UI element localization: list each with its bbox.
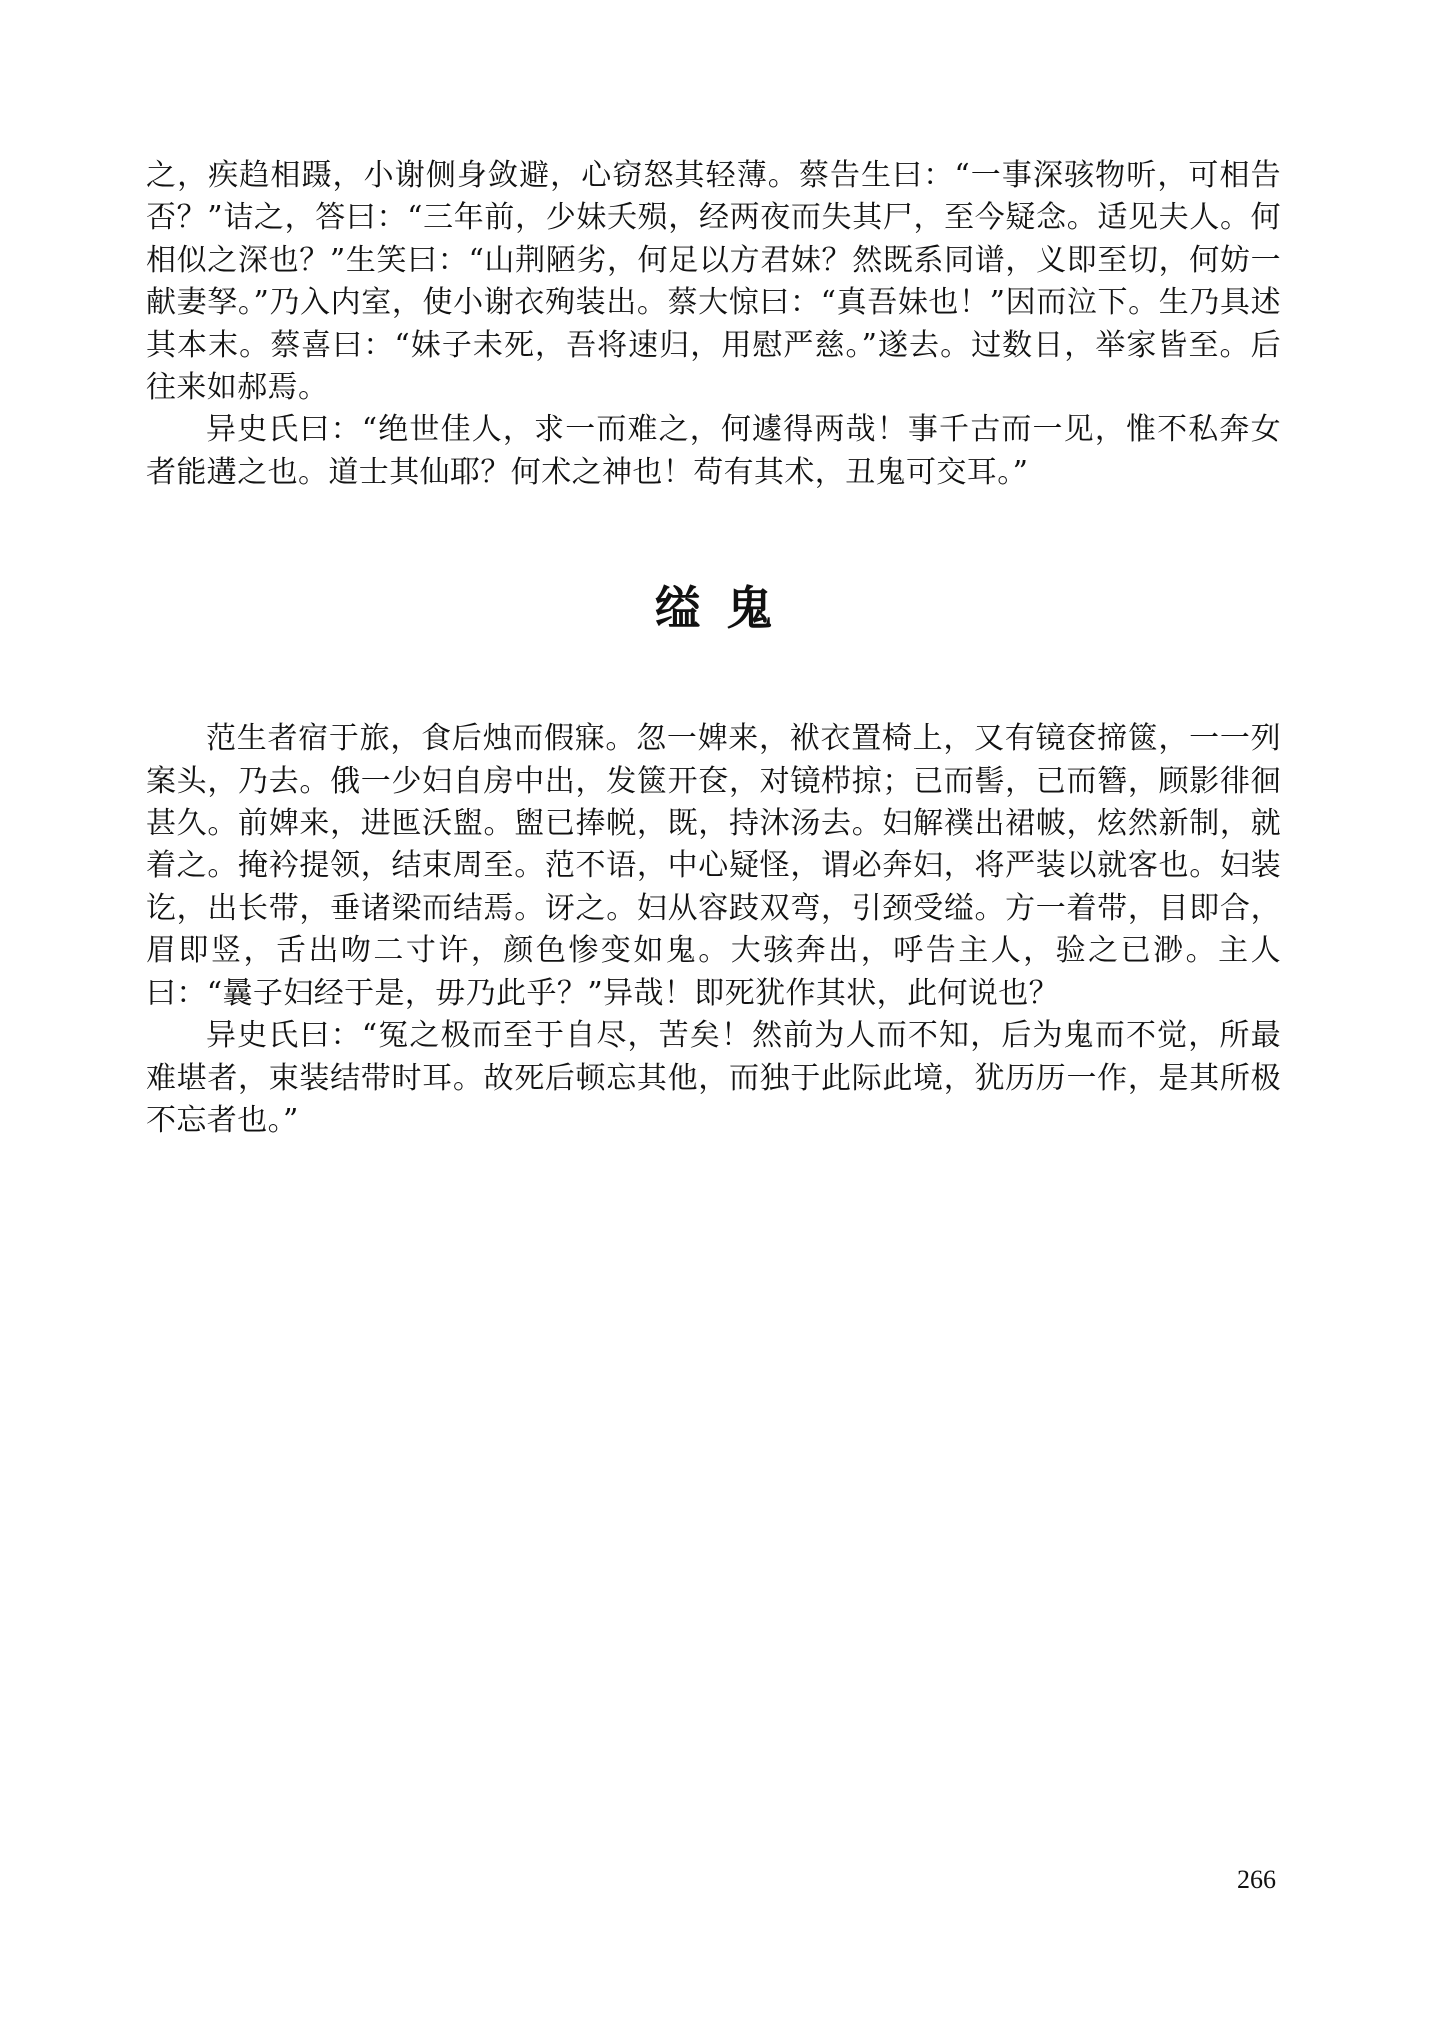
body-paragraph-continued: 之，疾趋相蹑，小谢侧身敛避，心窃怒其轻薄。蔡告生曰：“一事深骇物听，可相告否？”诘之，答曰：“三年前，少妹夭殒，经两夜而失其尸，至今疑念。适见夫人。何相似之深也？”生笑曰：“山荆陋劣，何足以方君妹？然既系同谱，义即至切，何妨一献妻孥。”乃入内室，使小谢衣殉装出。蔡大惊曰：“真吾妹也！”因而泣下。生乃具述其本末。蔡喜曰：“妹子未死，吾将速归，用慰严慈。”遂去。过数日，举家皆至。后往来如郝焉。: [146, 158, 1282, 406]
body-paragraph: 范生者宿于旅，食后烛而假寐。忽一婢来，袱衣置椅上，又有镜奁揥篋，一一列案头，乃去。俄一少妇自房中出，发篋开奁，对镜栉掠；已而髻，已而簪，顾影徘徊甚久。前婢来，进匜沃盥。盥已捧帨，既，持沐汤去。妇解襆出裙帔，炫然新制，就着之。掩衿提领，结束周至。范不语，中心疑怪，谓必奔妇，将严装以就客也。妇装讫，出长带，垂诸梁而结焉。讶之。妇从容跂双弯，引颈受缢。方一着带，目即合，眉即竖，舌出吻二寸许，颜色惨变如鬼。大骇奔出，呼告主人，验之已渺。主人曰：“曩子妇经于是，毋乃此乎？”异哉！即死犹作其状，此何说也？: [146, 721, 1281, 1011]
chapter-title: 缢鬼: [654, 581, 799, 636]
body-paragraph-commentary: 异史氏曰：“绝世佳人，求一而难之，何遽得两哉！事千古而一见，惟不私奔女者能遘之也。道士其仙耶？何术之神也！苟有其术，丑鬼可交耳。”: [146, 412, 1281, 490]
page-number: 266: [1237, 1865, 1276, 1894]
page-body: [146, 155, 1281, 1142]
body-paragraph-commentary: 异史氏曰：“冤之极而至于自尽，苦矣！然前为人而不知，后为鬼而不觉，所最难堪者，束装结带时耳。故死后顿忘其他，而独于此际此境，犹历历一作，是其所极不忘者也。”: [146, 1018, 1281, 1138]
